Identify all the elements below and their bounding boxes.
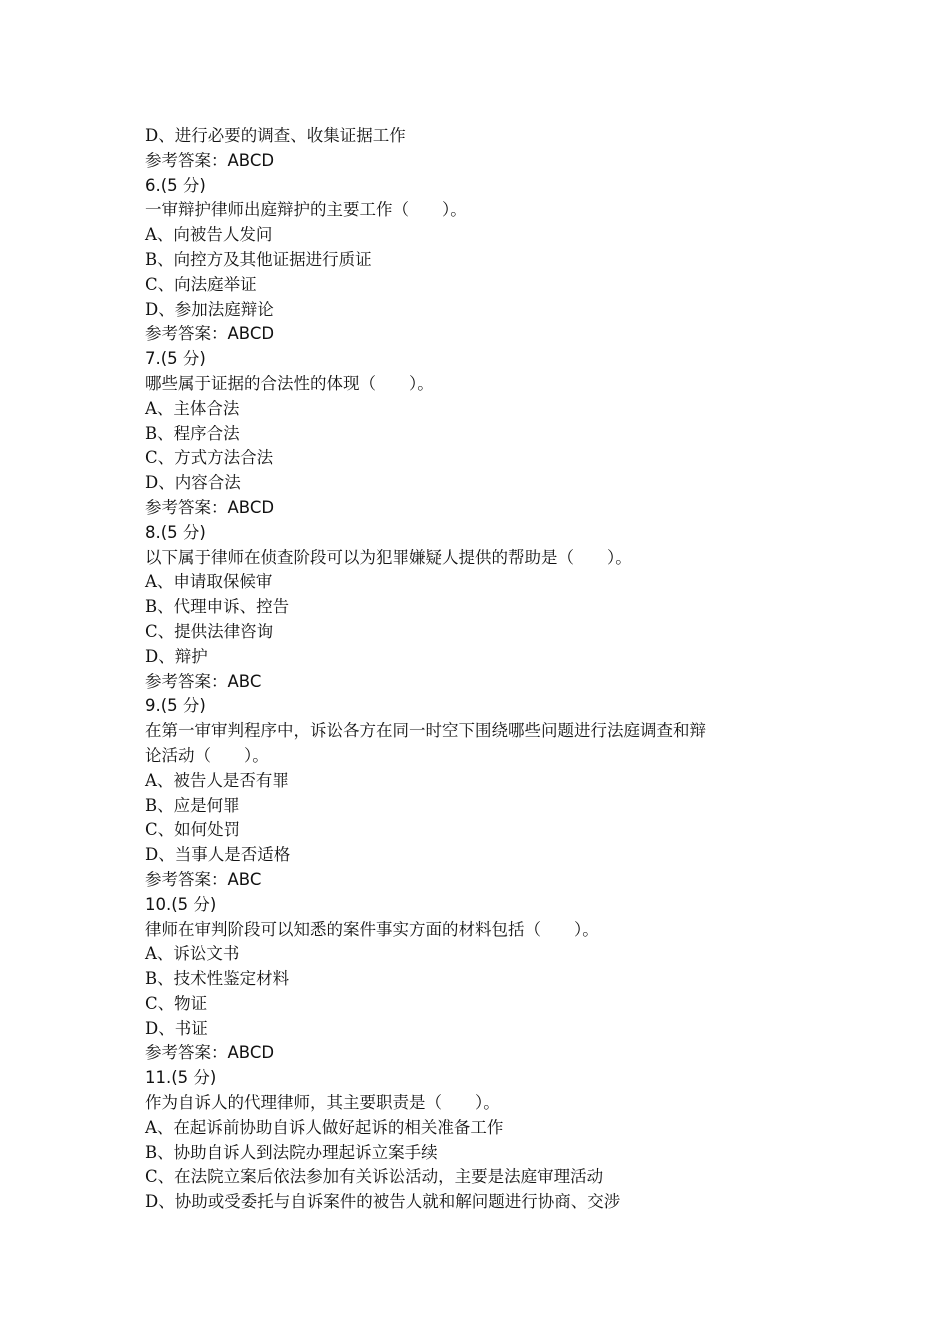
answer-line: 参考答案：ABCD (145, 497, 275, 517)
option-line: B、代理申诉、控告 (145, 597, 290, 617)
option-line: D、当事人是否适格 (145, 845, 291, 865)
question-text: 在第一审审判程序中，诉讼各方在同一时空下围绕哪些问题进行法庭调查和辩 (145, 721, 706, 741)
question-text: 一审辩护律师出庭辩护的主要工作（ ）。 (145, 200, 467, 220)
option-line: C、向法庭举证 (145, 274, 257, 294)
option-line: D、内容合法 (145, 473, 241, 493)
option-line: C、方式方法合法 (145, 448, 274, 468)
option-line: B、协助自诉人到法院办理起诉立案手续 (145, 1142, 438, 1162)
question-text: 律师在审判阶段可以知悉的案件事实方面的材料包括（ ）。 (145, 919, 599, 939)
answer-line: 参考答案：ABCD (145, 150, 275, 170)
question-number: 6.(5 分) (145, 175, 206, 195)
option-line: C、物证 (145, 993, 208, 1013)
answer-line: 参考答案：ABC (145, 671, 262, 691)
option-line: A、主体合法 (145, 398, 240, 418)
question-number: 7.(5 分) (145, 349, 206, 369)
question-number: 8.(5 分) (145, 522, 206, 542)
option-line: B、程序合法 (145, 423, 240, 443)
option-line: A、向被告人发问 (145, 225, 273, 245)
question-number: 11.(5 分) (145, 1068, 217, 1088)
question-text: 作为自诉人的代理律师，其主要职责是（ ）。 (145, 1093, 500, 1113)
option-line: D、进行必要的调查、收集证据工作 (145, 126, 406, 145)
option-line: C、提供法律咨询 (145, 621, 274, 641)
option-line: D、辩护 (145, 646, 208, 666)
question-text: 以下属于律师在侦查阶段可以为犯罪嫌疑人提供的帮助是（ ）。 (145, 547, 632, 567)
option-line: D、参加法庭辩论 (145, 299, 274, 319)
question-text: 论活动（ ）。 (145, 745, 269, 765)
option-line: C、如何处罚 (145, 820, 241, 840)
option-line: C、在法院立案后依法参加有关诉讼活动，主要是法庭审理活动 (145, 1167, 604, 1187)
option-line: B、应是何罪 (145, 795, 240, 815)
answer-line: 参考答案：ABC (145, 869, 262, 889)
option-line: A、在起诉前协助自诉人做好起诉的相关准备工作 (145, 1117, 504, 1137)
option-line: A、被告人是否有罪 (145, 770, 289, 790)
option-line: D、协助或受委托与自诉案件的被告人就和解问题进行协商、交涉 (145, 1192, 621, 1212)
document-body (145, 124, 835, 1215)
answer-line: 参考答案：ABCD (145, 1043, 275, 1063)
question-number: 9.(5 分) (145, 696, 206, 716)
answer-line: 参考答案：ABCD (145, 324, 275, 344)
option-line: B、技术性鉴定材料 (145, 969, 290, 989)
option-line: A、诉讼文书 (145, 944, 240, 964)
question-text: 哪些属于证据的合法性的体现（ ）。 (145, 373, 434, 393)
option-line: B、向控方及其他证据进行质证 (145, 249, 372, 269)
question-number: 10.(5 分) (145, 894, 217, 914)
option-line: A、申请取保候审 (145, 572, 273, 592)
option-line: D、书证 (145, 1018, 208, 1038)
